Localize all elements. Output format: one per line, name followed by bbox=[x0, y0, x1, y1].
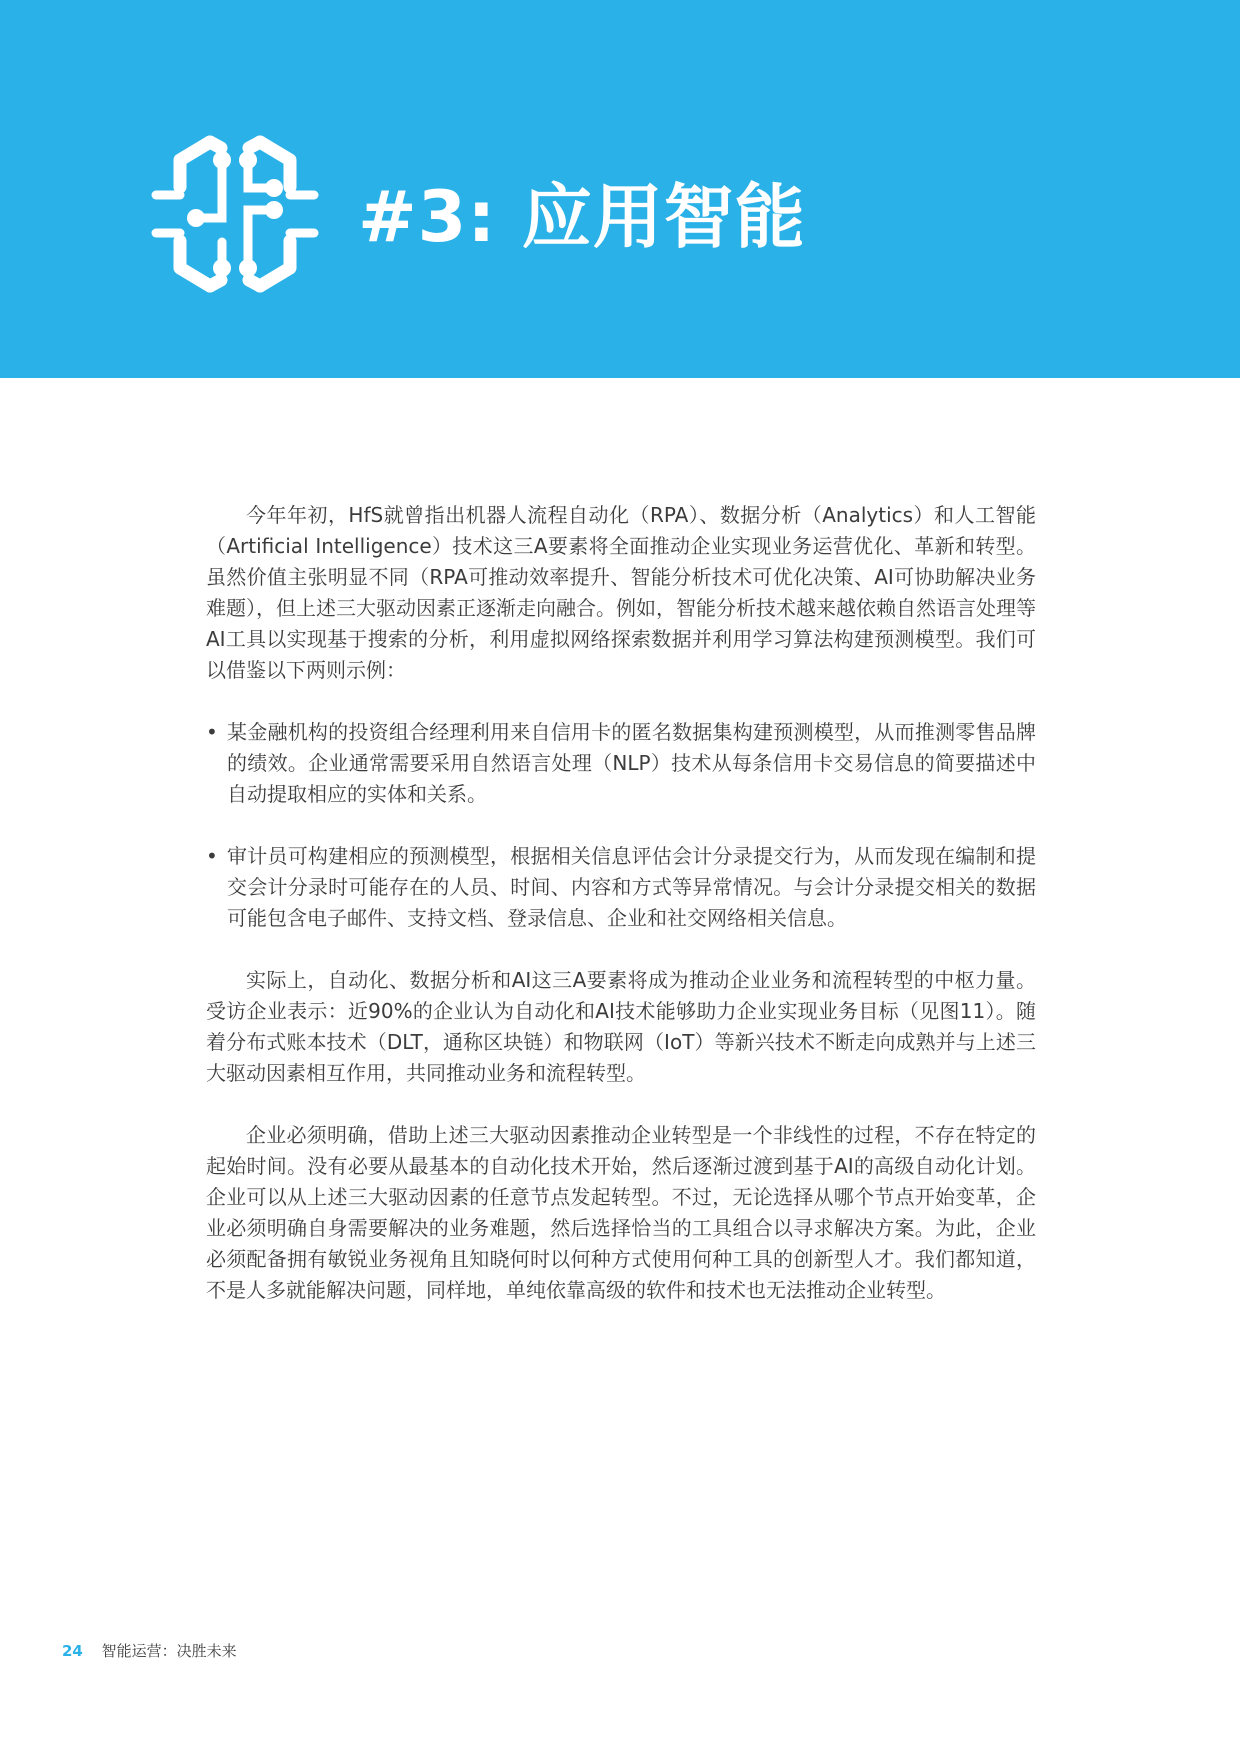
page-footer bbox=[62, 1640, 237, 1662]
page-title: #3: 应用智能 bbox=[358, 176, 806, 258]
list-item-text: 审计员可构建相应的预测模型，根据相关信息评估会计分录提交行为，从而发现在编制和提交会计分录时可能存在的人员、时间、内容和方式等异常情况。与会计分录提交相关的数据可能包含电子邮件、支持文档、登录信息、企业和社交网络相关信息。 bbox=[227, 844, 1036, 930]
article-body bbox=[206, 500, 1036, 1306]
footer-title: 智能运营：决胜未来 bbox=[101, 1642, 237, 1660]
list-item-text: 某金融机构的投资组合经理利用来自信用卡的匿名数据集构建预测模型，从而推测零售品牌的绩效。企业通常需要采用自然语言处理（NLP）技术从每条信用卡交易信息的简要描述中自动提取相应的实体和关系。 bbox=[227, 720, 1036, 806]
list-item bbox=[206, 841, 1036, 934]
example-list bbox=[206, 717, 1036, 934]
header-banner bbox=[0, 0, 1240, 378]
brain-circuit-icon bbox=[150, 130, 320, 298]
body-paragraph: 企业必须明确，借助上述三大驱动因素推动企业转型是一个非线性的过程，不存在特定的起始时间。没有必要从最基本的自动化技术开始，然后逐渐过渡到基于AI的高级自动化计划。企业可以从上述三大驱动因素的任意节点发起转型。不过，无论选择从哪个节点开始变革，企业必须明确自身需要解决的业务难题，然后选择恰当的工具组合以寻求解决方案。为此，企业必须配备拥有敏锐业务视角且知晓何时以何种方式使用何种工具的创新型人才。我们都知道，不是人多就能解决问题，同样地，单纯依靠高级的软件和技术也无法推动企业转型。 bbox=[206, 1123, 1036, 1302]
page-number: 24 bbox=[62, 1642, 83, 1660]
bullet-icon: • bbox=[206, 720, 218, 744]
list-item bbox=[206, 717, 1036, 810]
bullet-icon: • bbox=[206, 844, 218, 868]
intro-paragraph: 今年年初，HfS就曾指出机器人流程自动化（RPA）、数据分析（Analytics）和人工智能（Artificial Intelligence）技术这三A要素将全面推动企业实现业务运营优化、革新和转型。虽然价值主张明显不同（RPA可推动效率提升、智能分析技术可优化决策、AI可协助解决业务难题），但上述三大驱动因素正逐渐走向融合。例如，智能分析技术越来越依赖自然语言处理等AI工具以实现基于搜索的分析，利用虚拟网络探索数据并利用学习算法构建预测模型。我们可以借鉴以下两则示例： bbox=[206, 503, 1036, 682]
body-paragraph: 实际上，自动化、数据分析和AI这三A要素将成为推动企业业务和流程转型的中枢力量。受访企业表示：近90%的企业认为自动化和AI技术能够助力企业实现业务目标（见图11）。随着分布式账本技术（DLT，通称区块链）和物联网（IoT）等新兴技术不断走向成熟并与上述三大驱动因素相互作用，共同推动业务和流程转型。 bbox=[206, 968, 1036, 1085]
